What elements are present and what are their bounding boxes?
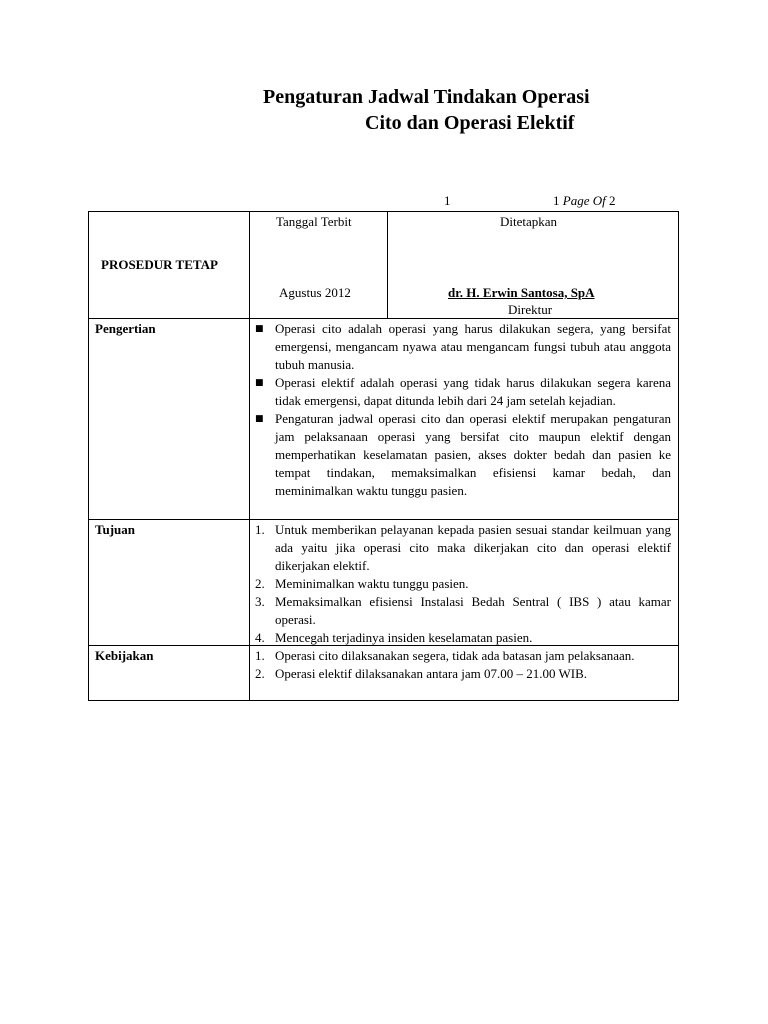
table-divider-label-column [249,211,250,701]
pengertian-item-text: Pengaturan jadwal operasi cito dan operasi elektif merupakan pengaturan jam pelaksanaan operasi yang bersifat cito maupun elektif dengan memperhatikan keselamatan pasien, akses dokter bedah dan pasien ke tempat tindakan, memaksimalkan efisiensi kamar bedah, dan meminimalkan waktu tunggu pasien. [275,411,671,498]
bullet-marker: ■ [255,378,264,388]
list-number: 1. [255,648,265,663]
table-divider-pengertian-bottom [88,519,679,520]
list-item [255,320,671,374]
document-title-line-1: Pengaturan Jadwal Tindakan Operasi [263,86,590,108]
list-item [255,665,671,683]
pengertian-item-text: Operasi elektif adalah operasi yang tidak harus dilakukan segera karena tidak emergensi, dapat ditunda lebih dari 24 jam setelah kejadian. [275,375,671,408]
bullet-marker: ■ [255,324,264,334]
page-of-label: Page Of [562,193,606,208]
list-item [255,593,671,629]
kebijakan-list [255,647,671,683]
tujuan-item-text: Memaksimalkan efisiensi Instalasi Bedah Sentral ( IBS ) atau kamar operasi. [275,594,671,627]
signatory-name: dr. H. Erwin Santosa, SpA [448,285,595,300]
list-item [255,410,671,500]
document-title-line-2: Cito dan Operasi Elektif [365,112,575,134]
pengertian-list [255,320,671,500]
kebijakan-label: Kebijakan [95,648,154,663]
page-current: 1 [444,193,451,208]
list-number: 1. [255,522,265,537]
prosedur-tetap-label: PROSEDUR TETAP [101,257,218,272]
tujuan-item-text: Mencegah terjadinya insiden keselamatan pasien. [275,630,533,645]
pengertian-item-text: Operasi cito adalah operasi yang harus dilakukan segera, yang bersifat emergensi, mengancam nyawa atau mengancam fungsi tubuh atau anggota tubuh manusia. [275,321,671,372]
list-item [255,647,671,665]
table-divider-header-bottom [88,318,679,319]
pengertian-label: Pengertian [95,321,156,336]
tujuan-item-text: Untuk memberikan pelayanan kepada pasien sesuai standar keilmuan yang ada yaitu jika operasi cito maka dikerjakan cito dan operasi elektif dikerjakan elektif. [275,522,671,573]
tanggal-terbit-value: Agustus 2012 [279,285,351,300]
tujuan-label: Tujuan [95,522,135,537]
list-number: 4. [255,630,265,645]
list-number: 2. [255,666,265,681]
page-total-prefix: 1 [553,193,560,208]
tujuan-item-text: Meminimalkan waktu tunggu pasien. [275,576,469,591]
table-divider-header-column [387,211,388,318]
tanggal-terbit-label: Tanggal Terbit [276,214,352,229]
kebijakan-item-text: Operasi cito dilaksanakan segera, tidak ada batasan jam pelaksanaan. [275,648,635,663]
list-number: 2. [255,576,265,591]
list-item [255,575,671,593]
tujuan-list [255,521,671,647]
list-item [255,374,671,410]
bullet-marker: ■ [255,414,264,424]
kebijakan-item-text: Operasi elektif dilaksanakan antara jam 07.00 – 21.00 WIB. [275,666,588,681]
page-total [553,193,615,209]
signatory-title: Direktur [508,302,553,317]
list-number: 3. [255,594,265,609]
list-item [255,521,671,575]
ditetapkan-label: Ditetapkan [500,214,558,229]
list-item [255,629,671,647]
page-total-number: 2 [608,193,616,208]
